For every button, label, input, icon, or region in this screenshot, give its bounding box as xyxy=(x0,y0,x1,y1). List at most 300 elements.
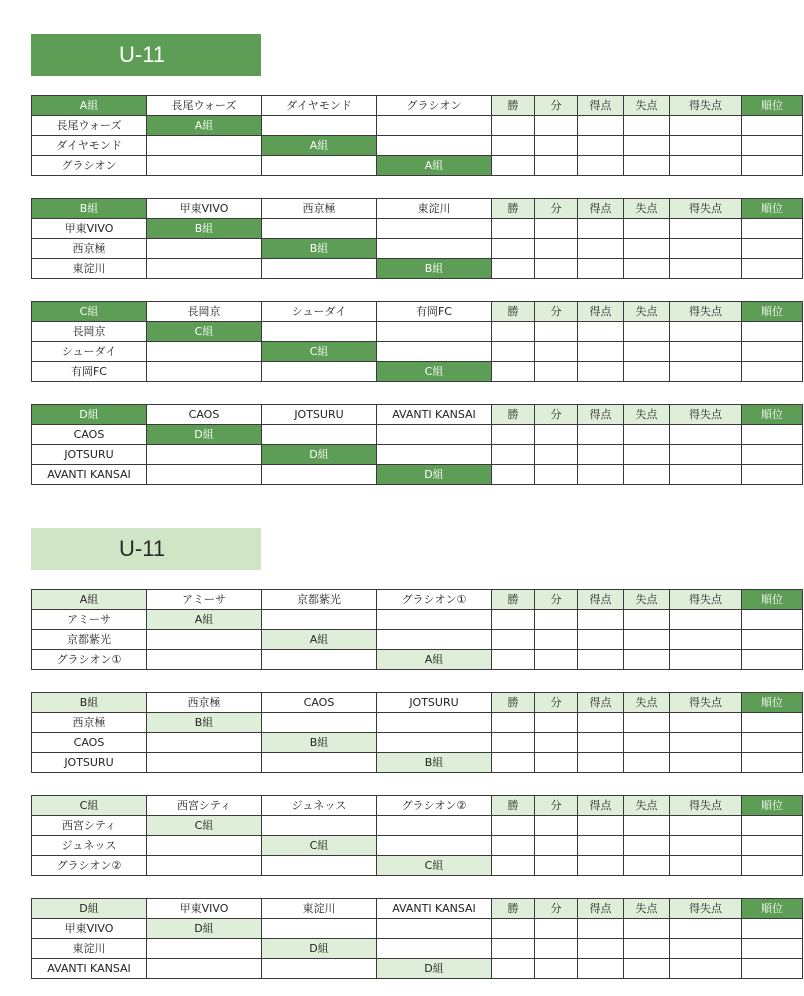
result-cell xyxy=(377,136,492,156)
stat-cell xyxy=(578,733,624,753)
table-row xyxy=(32,650,803,670)
stat-cell xyxy=(670,836,742,856)
stat-cell xyxy=(624,425,670,445)
stat-cell xyxy=(492,239,535,259)
stat-cell xyxy=(742,816,803,836)
table-row xyxy=(32,939,803,959)
table-row xyxy=(32,239,803,259)
table-row xyxy=(32,610,803,630)
result-cell xyxy=(147,239,262,259)
table-row xyxy=(32,919,803,939)
stat-cell xyxy=(578,465,624,485)
team-column-header: 長岡京 xyxy=(147,302,262,322)
stat-header: 失点 xyxy=(624,693,670,713)
stat-header: 失点 xyxy=(624,796,670,816)
stat-cell xyxy=(492,959,535,979)
result-cell xyxy=(147,836,262,856)
stat-cell xyxy=(742,322,803,342)
stat-cell xyxy=(492,362,535,382)
result-cell xyxy=(147,362,262,382)
team-row-name: AVANTI KANSAI xyxy=(32,959,147,979)
stat-cell xyxy=(670,156,742,176)
stat-header: 勝 xyxy=(492,796,535,816)
section-title: U-11 xyxy=(31,34,261,76)
stat-cell xyxy=(742,342,803,362)
diagonal-cell: D組 xyxy=(262,939,377,959)
stat-header: 得失点 xyxy=(670,899,742,919)
stat-cell xyxy=(670,362,742,382)
team-column-header: 甲東VIVO xyxy=(147,899,262,919)
group-label: D組 xyxy=(32,405,147,425)
stat-cell xyxy=(535,116,578,136)
table-row xyxy=(32,465,803,485)
stat-cell xyxy=(742,650,803,670)
team-row-name: シューダイ xyxy=(32,342,147,362)
stat-cell xyxy=(535,919,578,939)
stat-cell xyxy=(535,630,578,650)
stat-cell xyxy=(535,259,578,279)
stat-cell xyxy=(624,856,670,876)
stat-cell xyxy=(578,219,624,239)
group-label: A組 xyxy=(32,590,147,610)
stat-cell xyxy=(670,342,742,362)
stat-header: 勝 xyxy=(492,693,535,713)
stat-cell xyxy=(624,919,670,939)
group-table xyxy=(31,95,803,176)
stat-cell xyxy=(492,116,535,136)
team-row-name: 西京極 xyxy=(32,239,147,259)
rank-header: 順位 xyxy=(742,590,803,610)
result-cell xyxy=(262,425,377,445)
stat-cell xyxy=(578,836,624,856)
team-column-header: JOTSURU xyxy=(262,405,377,425)
team-column-header: グラシオン① xyxy=(377,590,492,610)
stat-cell xyxy=(742,136,803,156)
stat-cell xyxy=(578,816,624,836)
team-column-header: 西京極 xyxy=(147,693,262,713)
result-cell xyxy=(377,219,492,239)
team-row-name: 京都紫光 xyxy=(32,630,147,650)
diagonal-cell: A組 xyxy=(377,650,492,670)
stat-cell xyxy=(535,322,578,342)
stat-header: 得失点 xyxy=(670,590,742,610)
stat-cell xyxy=(624,733,670,753)
team-row-name: JOTSURU xyxy=(32,753,147,773)
group-header-row xyxy=(32,405,803,425)
stat-cell xyxy=(624,136,670,156)
table-row xyxy=(32,630,803,650)
group-table xyxy=(31,898,803,979)
stat-cell xyxy=(670,136,742,156)
group-header-row xyxy=(32,899,803,919)
table-row xyxy=(32,136,803,156)
group-label: B組 xyxy=(32,199,147,219)
diagonal-cell: B組 xyxy=(377,259,492,279)
stat-cell xyxy=(492,856,535,876)
stat-cell xyxy=(742,156,803,176)
stat-cell xyxy=(670,713,742,733)
result-cell xyxy=(262,116,377,136)
stat-cell xyxy=(742,856,803,876)
result-cell xyxy=(147,445,262,465)
team-column-header: 西京極 xyxy=(262,199,377,219)
team-row-name: 甲東VIVO xyxy=(32,919,147,939)
diagonal-cell: D組 xyxy=(147,919,262,939)
stat-cell xyxy=(624,959,670,979)
team-column-header: 東淀川 xyxy=(262,899,377,919)
stat-cell xyxy=(492,939,535,959)
diagonal-cell: D組 xyxy=(262,445,377,465)
stat-cell xyxy=(492,919,535,939)
stat-cell xyxy=(624,219,670,239)
stat-header: 勝 xyxy=(492,96,535,116)
table-row xyxy=(32,445,803,465)
stat-cell xyxy=(742,939,803,959)
stat-cell xyxy=(624,836,670,856)
stat-cell xyxy=(535,856,578,876)
stat-cell xyxy=(670,465,742,485)
result-cell xyxy=(377,610,492,630)
team-row-name: 東淀川 xyxy=(32,259,147,279)
stat-cell xyxy=(578,630,624,650)
stat-cell xyxy=(670,425,742,445)
stat-header: 分 xyxy=(535,796,578,816)
team-row-name: 東淀川 xyxy=(32,939,147,959)
stat-cell xyxy=(492,630,535,650)
team-row-name: JOTSURU xyxy=(32,445,147,465)
stat-cell xyxy=(624,816,670,836)
stat-cell xyxy=(578,116,624,136)
stat-cell xyxy=(624,939,670,959)
diagonal-cell: C組 xyxy=(377,856,492,876)
group-table xyxy=(31,692,803,773)
stat-cell xyxy=(670,610,742,630)
diagonal-cell: B組 xyxy=(377,753,492,773)
stat-cell xyxy=(492,650,535,670)
stat-cell xyxy=(742,239,803,259)
team-row-name: ダイヤモンド xyxy=(32,136,147,156)
stat-cell xyxy=(578,136,624,156)
result-cell xyxy=(377,713,492,733)
stat-cell xyxy=(492,425,535,445)
stat-header: 分 xyxy=(535,693,578,713)
stat-cell xyxy=(535,650,578,670)
diagonal-cell: C組 xyxy=(377,362,492,382)
table-row xyxy=(32,733,803,753)
stat-cell xyxy=(535,836,578,856)
result-cell xyxy=(147,733,262,753)
stat-header: 得点 xyxy=(578,796,624,816)
stat-cell xyxy=(742,713,803,733)
rank-header: 順位 xyxy=(742,199,803,219)
stat-cell xyxy=(492,322,535,342)
result-cell xyxy=(377,342,492,362)
team-column-header: 京都紫光 xyxy=(262,590,377,610)
stat-header: 勝 xyxy=(492,590,535,610)
team-column-header: 長尾ウォーズ xyxy=(147,96,262,116)
team-column-header: AVANTI KANSAI xyxy=(377,899,492,919)
stat-cell xyxy=(624,630,670,650)
team-column-header: 西宮シティ xyxy=(147,796,262,816)
group-table xyxy=(31,795,803,876)
result-cell xyxy=(262,156,377,176)
stat-cell xyxy=(578,939,624,959)
stat-cell xyxy=(624,362,670,382)
team-row-name: CAOS xyxy=(32,425,147,445)
stat-header: 失点 xyxy=(624,899,670,919)
team-column-header: グラシオン② xyxy=(377,796,492,816)
stat-cell xyxy=(492,733,535,753)
team-column-header: CAOS xyxy=(147,405,262,425)
result-cell xyxy=(377,919,492,939)
diagonal-cell: D組 xyxy=(147,425,262,445)
team-row-name: 長尾ウォーズ xyxy=(32,116,147,136)
team-column-header: ダイヤモンド xyxy=(262,96,377,116)
group-header-row xyxy=(32,796,803,816)
result-cell xyxy=(147,342,262,362)
result-cell xyxy=(147,630,262,650)
stat-cell xyxy=(742,425,803,445)
table-row xyxy=(32,156,803,176)
rank-header: 順位 xyxy=(742,405,803,425)
team-row-name: AVANTI KANSAI xyxy=(32,465,147,485)
stat-cell xyxy=(578,156,624,176)
stat-cell xyxy=(578,856,624,876)
stat-cell xyxy=(535,445,578,465)
stat-cell xyxy=(742,836,803,856)
table-row xyxy=(32,362,803,382)
result-cell xyxy=(147,856,262,876)
result-cell xyxy=(262,856,377,876)
team-column-header: ジュネッス xyxy=(262,796,377,816)
group-label: D組 xyxy=(32,899,147,919)
stat-cell xyxy=(535,713,578,733)
stat-cell xyxy=(624,239,670,259)
stat-header: 分 xyxy=(535,302,578,322)
stat-cell xyxy=(670,919,742,939)
group-label: C組 xyxy=(32,302,147,322)
stat-cell xyxy=(492,713,535,733)
stat-cell xyxy=(670,650,742,670)
stat-cell xyxy=(492,610,535,630)
result-cell xyxy=(147,753,262,773)
result-cell xyxy=(147,465,262,485)
team-column-header: グラシオン xyxy=(377,96,492,116)
table-row xyxy=(32,259,803,279)
table-row xyxy=(32,753,803,773)
stat-header: 失点 xyxy=(624,590,670,610)
team-row-name: CAOS xyxy=(32,733,147,753)
stat-cell xyxy=(535,156,578,176)
team-column-header: 有岡FC xyxy=(377,302,492,322)
stat-header: 得失点 xyxy=(670,302,742,322)
result-cell xyxy=(377,630,492,650)
table-row xyxy=(32,425,803,445)
rank-header: 順位 xyxy=(742,899,803,919)
stat-cell xyxy=(742,610,803,630)
team-row-name: グラシオン xyxy=(32,156,147,176)
result-cell xyxy=(262,219,377,239)
result-cell xyxy=(262,610,377,630)
stat-cell xyxy=(742,445,803,465)
stat-cell xyxy=(535,425,578,445)
stat-header: 失点 xyxy=(624,302,670,322)
stat-cell xyxy=(670,219,742,239)
table-row xyxy=(32,856,803,876)
diagonal-cell: C組 xyxy=(262,836,377,856)
stat-cell xyxy=(578,959,624,979)
team-column-header: シューダイ xyxy=(262,302,377,322)
stat-cell xyxy=(624,156,670,176)
stat-header: 得点 xyxy=(578,590,624,610)
stat-cell xyxy=(670,816,742,836)
stat-cell xyxy=(535,342,578,362)
stat-cell xyxy=(535,959,578,979)
team-row-name: 長岡京 xyxy=(32,322,147,342)
stat-cell xyxy=(535,753,578,773)
stat-cell xyxy=(535,733,578,753)
stat-header: 得点 xyxy=(578,405,624,425)
stat-cell xyxy=(492,136,535,156)
team-row-name: ジュネッス xyxy=(32,836,147,856)
stat-header: 得点 xyxy=(578,96,624,116)
team-column-header: AVANTI KANSAI xyxy=(377,405,492,425)
result-cell xyxy=(377,836,492,856)
table-row xyxy=(32,713,803,733)
result-cell xyxy=(377,322,492,342)
result-cell xyxy=(262,959,377,979)
stat-cell xyxy=(670,322,742,342)
stat-cell xyxy=(742,259,803,279)
result-cell xyxy=(262,362,377,382)
stat-cell xyxy=(535,610,578,630)
table-row xyxy=(32,219,803,239)
stat-header: 得失点 xyxy=(670,796,742,816)
stat-cell xyxy=(742,630,803,650)
team-column-header: アミーサ xyxy=(147,590,262,610)
stat-cell xyxy=(492,465,535,485)
result-cell xyxy=(377,939,492,959)
group-label: A組 xyxy=(32,96,147,116)
stat-cell xyxy=(535,816,578,836)
stat-cell xyxy=(670,733,742,753)
group-table xyxy=(31,404,803,485)
stat-cell xyxy=(624,713,670,733)
team-row-name: 有岡FC xyxy=(32,362,147,382)
stat-cell xyxy=(578,425,624,445)
result-cell xyxy=(147,650,262,670)
stat-cell xyxy=(578,362,624,382)
stat-cell xyxy=(535,136,578,156)
group-label: C組 xyxy=(32,796,147,816)
table-row xyxy=(32,959,803,979)
stat-cell xyxy=(492,259,535,279)
stat-header: 勝 xyxy=(492,199,535,219)
stat-cell xyxy=(670,259,742,279)
stat-cell xyxy=(742,919,803,939)
group-header-row xyxy=(32,199,803,219)
group-label: B組 xyxy=(32,693,147,713)
stat-cell xyxy=(624,116,670,136)
stat-cell xyxy=(742,733,803,753)
stat-header: 得点 xyxy=(578,302,624,322)
diagonal-cell: A組 xyxy=(147,610,262,630)
section-title: U-11 xyxy=(31,528,261,570)
stat-cell xyxy=(492,753,535,773)
stat-header: 得点 xyxy=(578,693,624,713)
result-cell xyxy=(377,425,492,445)
stat-cell xyxy=(624,322,670,342)
group-header-row xyxy=(32,693,803,713)
team-row-name: グラシオン① xyxy=(32,650,147,670)
diagonal-cell: A組 xyxy=(147,116,262,136)
stat-cell xyxy=(578,239,624,259)
result-cell xyxy=(262,753,377,773)
rank-header: 順位 xyxy=(742,96,803,116)
group-header-row xyxy=(32,302,803,322)
stat-cell xyxy=(742,116,803,136)
stat-cell xyxy=(742,465,803,485)
stat-header: 得失点 xyxy=(670,199,742,219)
stat-header: 失点 xyxy=(624,199,670,219)
diagonal-cell: B組 xyxy=(262,239,377,259)
diagonal-cell: D組 xyxy=(377,959,492,979)
result-cell xyxy=(377,445,492,465)
stat-cell xyxy=(624,465,670,485)
diagonal-cell: C組 xyxy=(147,322,262,342)
stat-header: 分 xyxy=(535,199,578,219)
stat-header: 得失点 xyxy=(670,693,742,713)
result-cell xyxy=(262,465,377,485)
diagonal-cell: B組 xyxy=(262,733,377,753)
stat-cell xyxy=(492,816,535,836)
stat-header: 分 xyxy=(535,899,578,919)
result-cell xyxy=(377,116,492,136)
stat-cell xyxy=(624,753,670,773)
result-cell xyxy=(147,136,262,156)
group-table xyxy=(31,301,803,382)
result-cell xyxy=(262,919,377,939)
group-table xyxy=(31,198,803,279)
diagonal-cell: B組 xyxy=(147,713,262,733)
stat-cell xyxy=(624,610,670,630)
stat-cell xyxy=(578,919,624,939)
stat-header: 得失点 xyxy=(670,96,742,116)
result-cell xyxy=(262,650,377,670)
stat-cell xyxy=(578,259,624,279)
stat-cell xyxy=(624,259,670,279)
stat-cell xyxy=(492,836,535,856)
stat-cell xyxy=(535,939,578,959)
diagonal-cell: A組 xyxy=(262,630,377,650)
stat-header: 得失点 xyxy=(670,405,742,425)
stat-cell xyxy=(670,753,742,773)
stat-cell xyxy=(578,713,624,733)
stat-header: 分 xyxy=(535,96,578,116)
stat-cell xyxy=(492,445,535,465)
stat-cell xyxy=(742,362,803,382)
result-cell xyxy=(377,733,492,753)
team-column-header: CAOS xyxy=(262,693,377,713)
diagonal-cell: A組 xyxy=(377,156,492,176)
stat-cell xyxy=(578,445,624,465)
group-header-row xyxy=(32,96,803,116)
rank-header: 順位 xyxy=(742,796,803,816)
stat-cell xyxy=(535,239,578,259)
stat-cell xyxy=(578,650,624,670)
result-cell xyxy=(262,713,377,733)
stat-header: 勝 xyxy=(492,405,535,425)
